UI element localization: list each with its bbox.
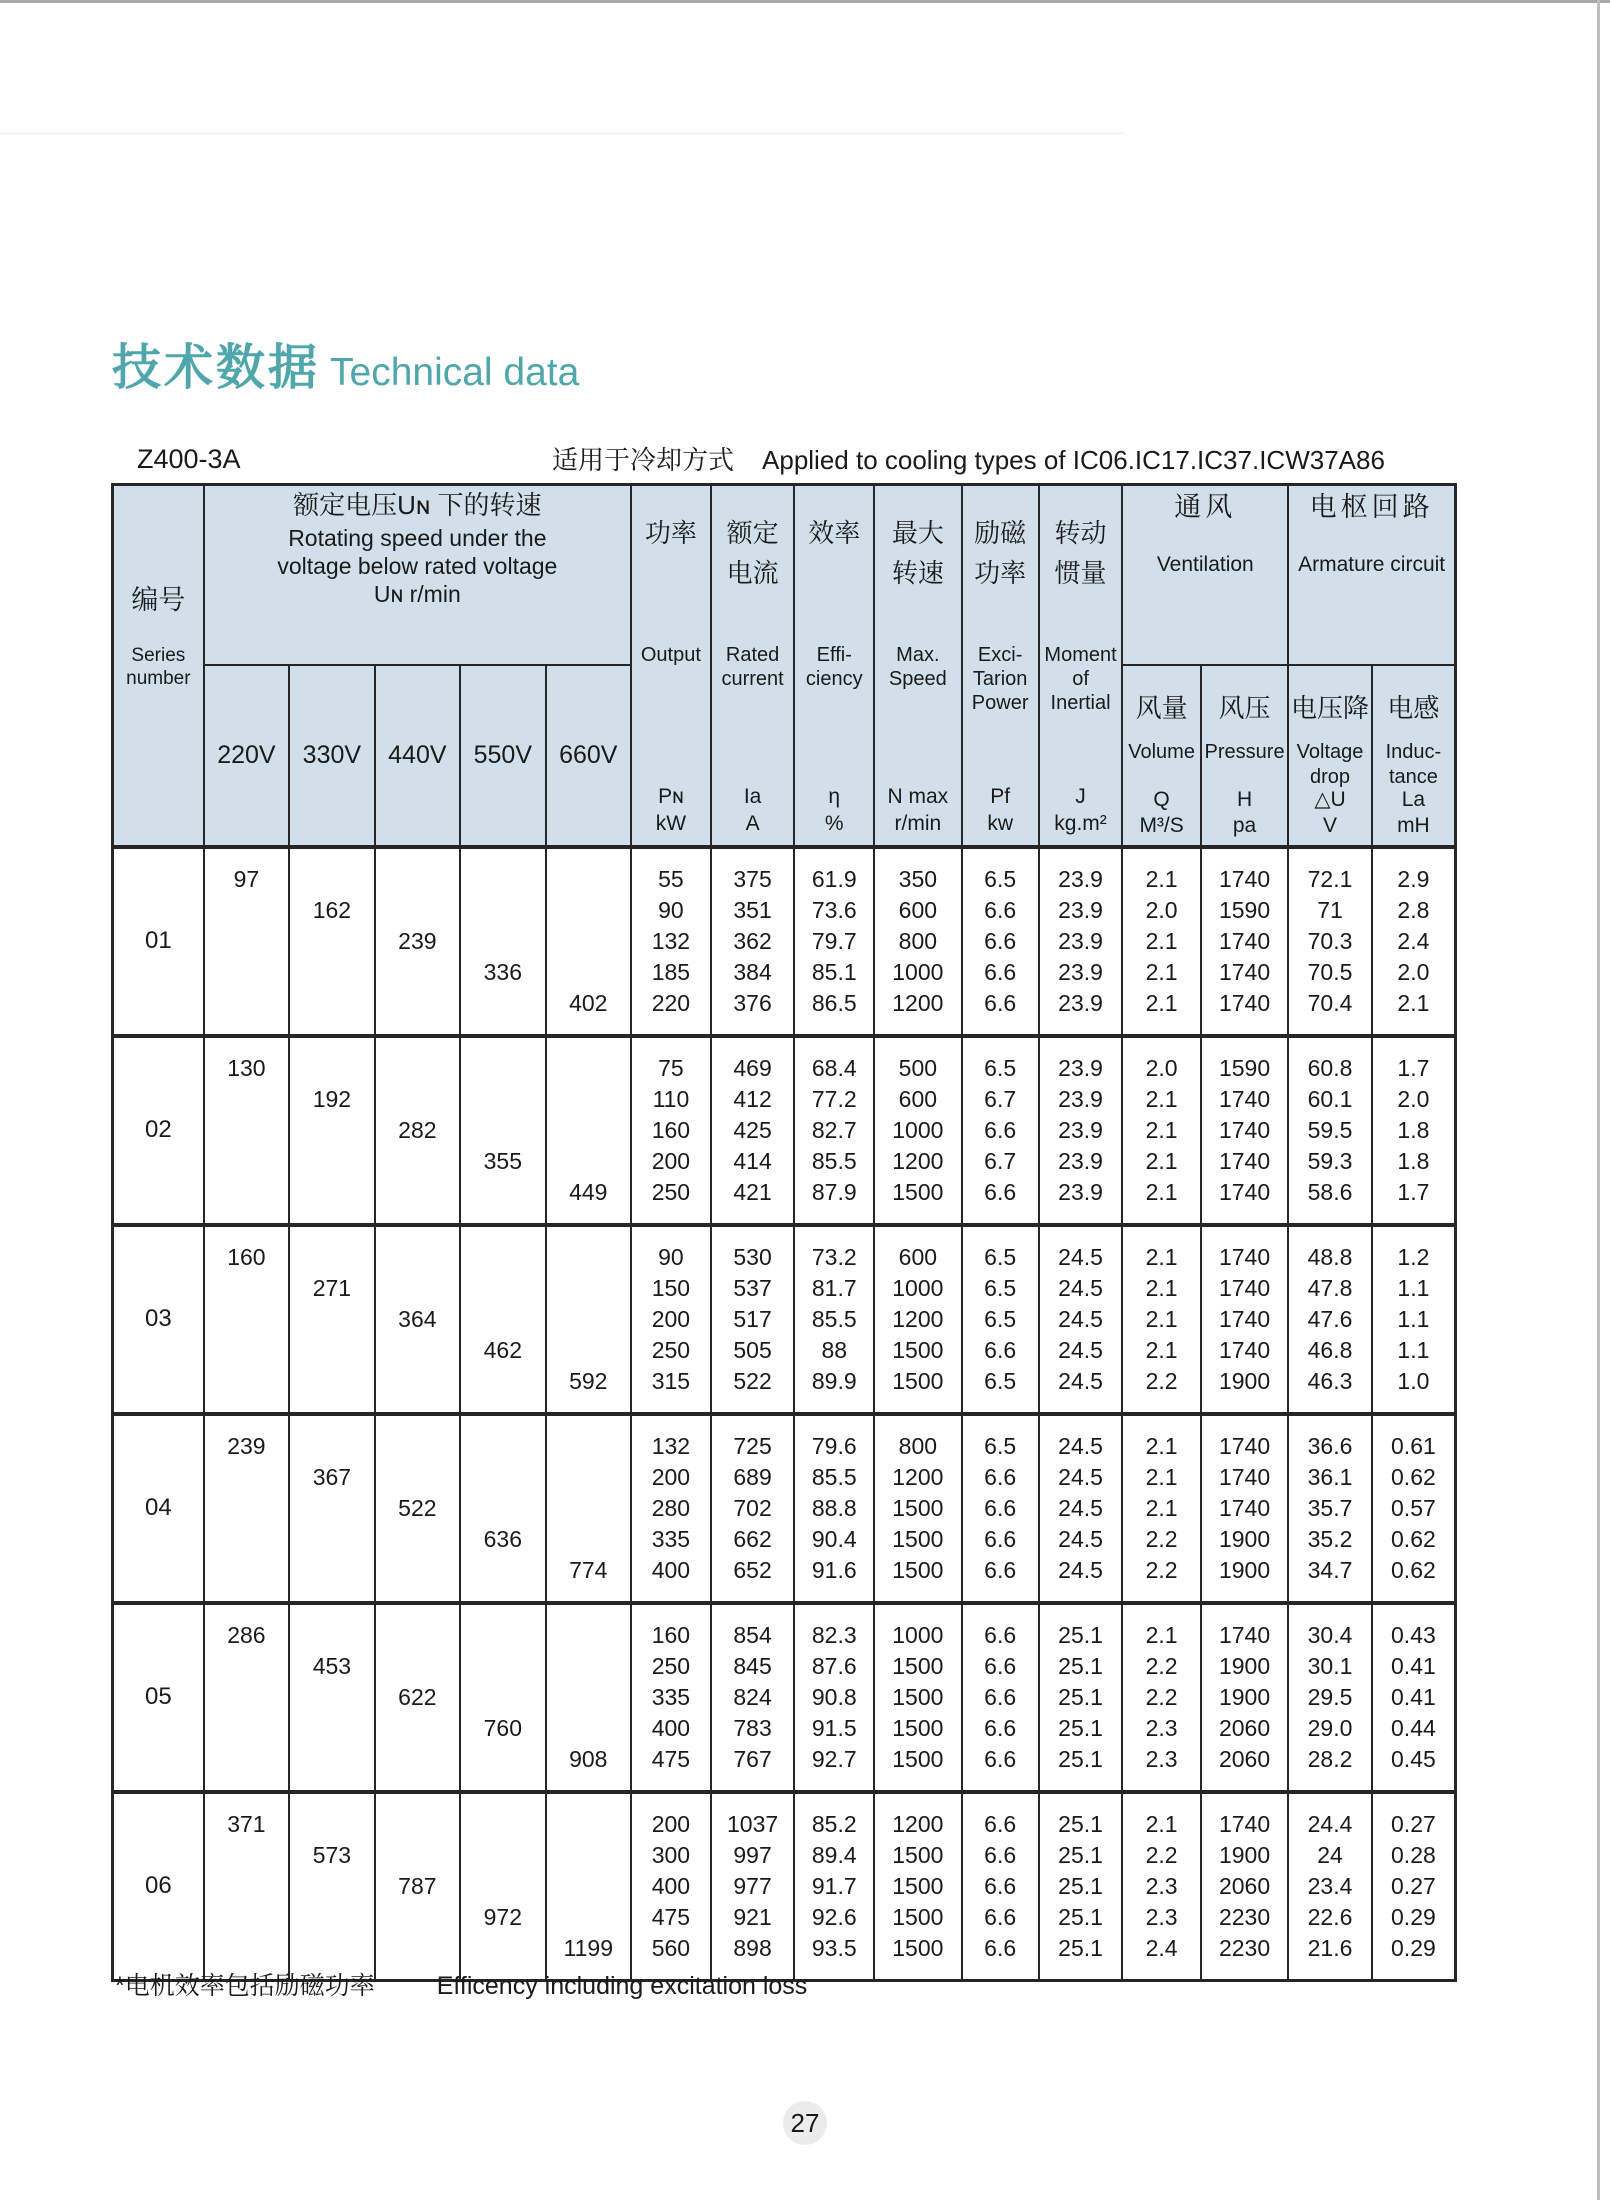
data-cell: 0.43 0.41 0.41 0.44 0.45 [1372, 1603, 1456, 1792]
speed-cell: 286 [204, 1603, 289, 1792]
speed-cell: 239 [204, 1414, 289, 1603]
data-cell: 6.6 6.6 6.6 6.6 6.6 [962, 1603, 1039, 1792]
cooling-note-en: Applied to cooling types of IC06.IC17.IC37.ICW37A86 [762, 445, 1385, 475]
footnote [115, 1972, 807, 2000]
data-cell: 0.61 0.62 0.57 0.62 0.62 [1372, 1414, 1456, 1603]
speed-cell: 592 [546, 1225, 631, 1414]
data-cell: 1740 1740 1740 1740 1900 [1201, 1225, 1288, 1414]
col-header-volume: 风量 Volume Q M³/S [1122, 665, 1201, 847]
series-number-cell: 03 [113, 1225, 204, 1414]
col-header-440v: 440V [375, 665, 460, 847]
data-cell: 800 1200 1500 1500 1500 [874, 1414, 961, 1603]
data-cell: 1200 1500 1500 1500 1500 [874, 1792, 961, 1981]
data-cell: 48.8 47.8 47.6 46.8 46.3 [1288, 1225, 1372, 1414]
col-header-660v: 660V [546, 665, 631, 847]
data-cell: 90 150 200 250 315 [631, 1225, 711, 1414]
col-header-moment-of-inertia: 转动 惯量 Moment of Inertial J kg.m² [1039, 485, 1123, 847]
speed-cell: 462 [460, 1225, 545, 1414]
data-cell: 350 600 800 1000 1200 [874, 847, 961, 1036]
data-cell: 6.5 6.6 6.6 6.6 6.6 [962, 1414, 1039, 1603]
col-header-output: 功率 Output Pɴ kW [631, 485, 711, 847]
data-cell: 1740 1740 1740 1900 1900 [1201, 1414, 1288, 1603]
data-cell: 6.5 6.5 6.5 6.6 6.5 [962, 1225, 1039, 1414]
col-header-550v: 550V [460, 665, 545, 847]
data-cell: 68.4 77.2 82.7 85.5 87.9 [794, 1036, 874, 1225]
series-number-cell: 06 [113, 1792, 204, 1981]
data-cell: 60.8 60.1 59.5 59.3 58.6 [1288, 1036, 1372, 1225]
data-cell: 23.9 23.9 23.9 23.9 23.9 [1039, 1036, 1123, 1225]
series-label-en: Series number [126, 645, 191, 689]
series-number-cell: 04 [113, 1414, 204, 1603]
col-header-pressure: 风压 Pressure H pa [1201, 665, 1288, 847]
speed-cell: 160 [204, 1225, 289, 1414]
data-cell: 85.2 89.4 91.7 92.6 93.5 [794, 1792, 874, 1981]
data-cell: 200 300 400 475 560 [631, 1792, 711, 1981]
table-group-row [113, 1036, 1456, 1225]
series-label-zh: 编号 [131, 585, 186, 615]
data-cell: 1740 1900 2060 2230 2230 [1201, 1792, 1288, 1981]
col-header-220v: 220V [204, 665, 289, 847]
speed-group-zh: 额定电压Uɴ 下的转速 [293, 490, 542, 520]
page-title-en: Technical data [330, 351, 580, 394]
col-header-efficiency: 效率 Effi- ciency η % [794, 485, 874, 847]
data-cell: 2.1 2.1 2.1 2.1 2.2 [1122, 1225, 1201, 1414]
speed-cell: 972 [460, 1792, 545, 1981]
data-cell: 24.4 24 23.4 22.6 21.6 [1288, 1792, 1372, 1981]
data-cell: 6.5 6.6 6.6 6.6 6.6 [962, 847, 1039, 1036]
col-header-rated-current: 额定 电流 Rated current Ia A [711, 485, 795, 847]
data-cell: 2.1 2.2 2.2 2.3 2.3 [1122, 1603, 1201, 1792]
speed-cell: 1199 [546, 1792, 631, 1981]
data-cell: 854 845 824 783 767 [711, 1603, 795, 1792]
speed-cell: 622 [375, 1603, 460, 1792]
table-body [113, 847, 1456, 1981]
scan-edge-top [0, 0, 1610, 3]
model-label: Z400-3A [137, 444, 241, 474]
speed-cell: 282 [375, 1036, 460, 1225]
speed-cell: 573 [289, 1792, 374, 1981]
data-cell: 72.1 71 70.3 70.5 70.4 [1288, 847, 1372, 1036]
speed-cell: 522 [375, 1414, 460, 1603]
table-group-row [113, 1603, 1456, 1792]
data-cell: 30.4 30.1 29.5 29.0 28.2 [1288, 1603, 1372, 1792]
speed-cell: 774 [546, 1414, 631, 1603]
data-cell: 25.1 25.1 25.1 25.1 25.1 [1039, 1792, 1123, 1981]
series-number-cell: 01 [113, 847, 204, 1036]
speed-cell: 636 [460, 1414, 545, 1603]
data-cell: 500 600 1000 1200 1500 [874, 1036, 961, 1225]
page-number: 27 [790, 2108, 820, 2138]
speed-cell: 239 [375, 847, 460, 1036]
scan-smear [0, 132, 1125, 135]
col-header-series [113, 485, 204, 847]
data-cell: 2.0 2.1 2.1 2.1 2.1 [1122, 1036, 1201, 1225]
data-cell: 75 110 160 200 250 [631, 1036, 711, 1225]
data-cell: 23.9 23.9 23.9 23.9 23.9 [1039, 847, 1123, 1036]
col-header-max-speed: 最大 转速 Max. Speed N max r/min [874, 485, 961, 847]
data-cell: 2.9 2.8 2.4 2.0 2.1 [1372, 847, 1456, 1036]
speed-cell: 787 [375, 1792, 460, 1981]
data-cell: 79.6 85.5 88.8 90.4 91.6 [794, 1414, 874, 1603]
speed-cell: 162 [289, 847, 374, 1036]
data-cell: 1000 1500 1500 1500 1500 [874, 1603, 961, 1792]
data-cell: 24.5 24.5 24.5 24.5 24.5 [1039, 1225, 1123, 1414]
data-cell: 61.9 73.6 79.7 85.1 86.5 [794, 847, 874, 1036]
data-cell: 25.1 25.1 25.1 25.1 25.1 [1039, 1603, 1123, 1792]
data-cell: 1590 1740 1740 1740 1740 [1201, 1036, 1288, 1225]
data-cell: 2.1 2.0 2.1 2.1 2.1 [1122, 847, 1201, 1036]
table-group-row [113, 1414, 1456, 1603]
data-cell: 73.2 81.7 85.5 88 89.9 [794, 1225, 874, 1414]
data-cell: 2.1 2.1 2.1 2.2 2.2 [1122, 1414, 1201, 1603]
speed-cell: 336 [460, 847, 545, 1036]
data-cell: 82.3 87.6 90.8 91.5 92.7 [794, 1603, 874, 1792]
series-number-cell: 05 [113, 1603, 204, 1792]
speed-cell: 364 [375, 1225, 460, 1414]
data-cell: 6.5 6.7 6.6 6.7 6.6 [962, 1036, 1039, 1225]
data-cell: 160 250 335 400 475 [631, 1603, 711, 1792]
speed-cell: 908 [546, 1603, 631, 1792]
data-cell: 469 412 425 414 421 [711, 1036, 795, 1225]
speed-cell: 371 [204, 1792, 289, 1981]
speed-cell: 355 [460, 1036, 545, 1225]
data-cell: 1740 1900 1900 2060 2060 [1201, 1603, 1288, 1792]
col-header-330v: 330V [289, 665, 374, 847]
speed-cell: 271 [289, 1225, 374, 1414]
data-cell: 1.7 2.0 1.8 1.8 1.7 [1372, 1036, 1456, 1225]
data-cell: 132 200 280 335 400 [631, 1414, 711, 1603]
data-cell: 530 537 517 505 522 [711, 1225, 795, 1414]
col-header-armature-circuit: 电枢回路 Armature circuit [1288, 485, 1455, 665]
speed-cell: 367 [289, 1414, 374, 1603]
header-row-top [113, 485, 1456, 665]
series-number-cell: 02 [113, 1036, 204, 1225]
table-header [113, 485, 1456, 847]
speed-cell: 97 [204, 847, 289, 1036]
scan-edge-right [1597, 0, 1600, 2200]
technical-data-table [111, 483, 1457, 1982]
footnote-zh: *电机效率包括励磁功率 [115, 1972, 375, 2000]
col-header-voltage-drop: 电压降 Voltage drop △U V [1288, 665, 1372, 847]
data-cell: 36.6 36.1 35.7 35.2 34.7 [1288, 1414, 1372, 1603]
data-cell: 725 689 702 662 652 [711, 1414, 795, 1603]
footnote-en: Efficency including excitation loss [436, 1972, 808, 2000]
speed-cell: 192 [289, 1036, 374, 1225]
data-cell: 1740 1590 1740 1740 1740 [1201, 847, 1288, 1036]
speed-cell: 130 [204, 1036, 289, 1225]
data-cell: 375 351 362 384 376 [711, 847, 795, 1036]
speed-group-en: Rotating speed under the voltage below rated voltage Uɴ r/min [277, 525, 558, 607]
data-cell: 1.2 1.1 1.1 1.1 1.0 [1372, 1225, 1456, 1414]
data-cell: 600 1000 1200 1500 1500 [874, 1225, 961, 1414]
data-cell: 55 90 132 185 220 [631, 847, 711, 1036]
data-cell: 2.1 2.2 2.3 2.3 2.4 [1122, 1792, 1201, 1981]
cooling-note-zh: 适用于冷却方式 [552, 445, 735, 475]
page-title-zh: 技术数据 [112, 341, 321, 395]
col-header-speed-group [204, 485, 631, 665]
table-group-row [113, 847, 1456, 1036]
speed-cell: 760 [460, 1603, 545, 1792]
data-cell: 24.5 24.5 24.5 24.5 24.5 [1039, 1414, 1123, 1603]
speed-cell: 402 [546, 847, 631, 1036]
speed-cell: 453 [289, 1603, 374, 1792]
speed-cell: 449 [546, 1036, 631, 1225]
col-header-excitation-power: 励磁 功率 Exci- Tarion Power Pf kw [962, 485, 1039, 847]
cooling-note [552, 446, 1385, 475]
table-group-row [113, 1792, 1456, 1981]
data-cell: 1037 997 977 921 898 [711, 1792, 795, 1981]
col-header-ventilation: 通风 Ventilation [1122, 485, 1288, 665]
col-header-inductance: 电感 Induc- tance La mH [1372, 665, 1456, 847]
data-cell: 6.6 6.6 6.6 6.6 6.6 [962, 1792, 1039, 1981]
table-group-row [113, 1225, 1456, 1414]
data-cell: 0.27 0.28 0.27 0.29 0.29 [1372, 1792, 1456, 1981]
